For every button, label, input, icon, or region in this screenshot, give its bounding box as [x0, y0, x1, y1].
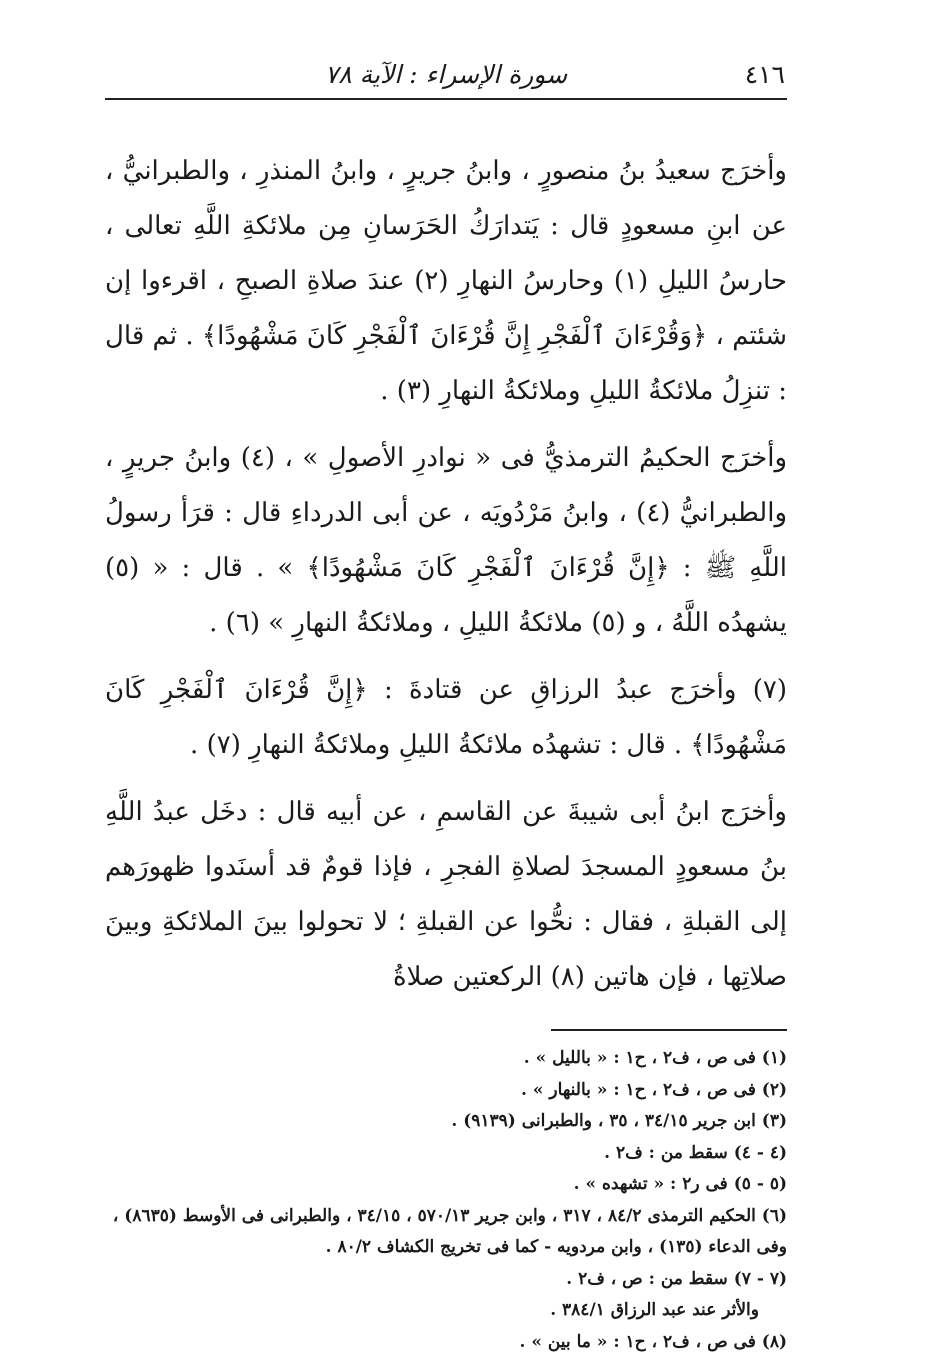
- footnote: (٤ - ٤) سقط من : ف٢ .: [105, 1138, 787, 1170]
- footnote: (٧ - ٧) سقط من : ص ، ف٢ .: [105, 1264, 787, 1296]
- footnote: (٥ - ٥) فى ر٢ : « تشهده » .: [105, 1169, 787, 1201]
- footnote-continuation: والأثر عند عبد الرزاق ٣٨٤/١ .: [105, 1295, 787, 1327]
- running-title: سورة الإسراء : الآية ٧٨: [105, 60, 787, 89]
- paragraph: وأخرَج ابنُ أبى شيبةَ عن القاسمِ ، عن أبيه قال : دخَل عبدُ اللَّهِ بنُ مسعودٍ المسجدَ لصلاةِ الفجرِ ، فإذا قومٌ قد أسنَدوا ظهورَهم إلى القبلةِ ، فقال : نحُّوا عن القبلةِ ؛ لا تحولوا بينَ الملائكةِ وبينَ صلاتِها ، فإن هاتين (٨) الركعتين صلاةُ: [105, 785, 787, 1005]
- book-page: [105, 52, 787, 1358]
- footnote: (٨) فى ص ، ف٢ ، ح١ : « ما بين » .: [105, 1327, 787, 1358]
- paragraph: وأخرَج الحكيمُ الترمذيُّ فى « نوادرِ الأصولِ » ، (٤) وابنُ جريرٍ ، والطبرانيُّ (٤) ، وابنُ مَرْدُويَه ، عن أبى الدرداءِ قال : قرَأ رسولُ اللَّهِ ﷺ : ﴿إِنَّ قُرْءَانَ ٱلْفَجْرِ كَانَ مَشْهُودًا﴾ » . قال : « (٥) يشهدُه اللَّهُ ، و (٥) ملائكةُ الليلِ ، وملائكةُ النهارِ » (٦) .: [105, 431, 787, 651]
- page-number: ٤١٦: [745, 60, 785, 89]
- footnote: (٣) ابن جرير ٣٤/١٥ ، ٣٥ ، والطبرانى (٩١٣٩) .: [105, 1106, 787, 1138]
- footnote: (٢) فى ص ، ف٢ ، ح١ : « بالنهار » .: [105, 1075, 787, 1107]
- footnote: (١) فى ص ، ف٢ ، ح١ : « بالليل » .: [105, 1043, 787, 1075]
- footnotes: [105, 1043, 787, 1358]
- running-header: [105, 52, 787, 100]
- paragraph: وأخرَج سعيدُ بنُ منصورٍ ، وابنُ جريرٍ ، وابنُ المنذرِ ، والطبرانيُّ ، عن ابنِ مسعودٍ قال : يَتدارَكُ الحَرَسانِ مِن ملائكةِ اللَّهِ تعالى ، حارسُ الليلِ (١) وحارسُ النهارِ (٢) عندَ صلاةِ الصبحِ ، اقرءوا إن شئتم ، ﴿وَقُرْءَانَ ٱلْفَجْرِ إِنَّ قُرْءَانَ ٱلْفَجْرِ كَانَ مَشْهُودًا﴾ . ثم قال : تنزِلُ ملائكةُ الليلِ وملائكةُ النهارِ (٣) .: [105, 144, 787, 419]
- footnote-divider: [551, 1029, 787, 1031]
- paragraph: (٧) وأخرَج عبدُ الرزاقِ عن قتادةَ : ﴿إِنَّ قُرْءَانَ ٱلْفَجْرِ كَانَ مَشْهُودًا﴾ . قال : تشهدُه ملائكةُ الليلِ وملائكةُ النهارِ (٧) .: [105, 663, 787, 773]
- main-text: [105, 144, 787, 1005]
- footnote: (٦) الحكيم الترمذى ٨٤/٢ ، ٣١٧ ، وابن جرير ٥٧٠/١٣ ، ٣٤/١٥ ، والطبرانى فى الأوسط (٨٦٣٥) ، وفى الدعاء (١٣٥) ، وابن مردويه - كما فى تخريج الكشاف ٨٠/٢ .: [105, 1201, 787, 1264]
